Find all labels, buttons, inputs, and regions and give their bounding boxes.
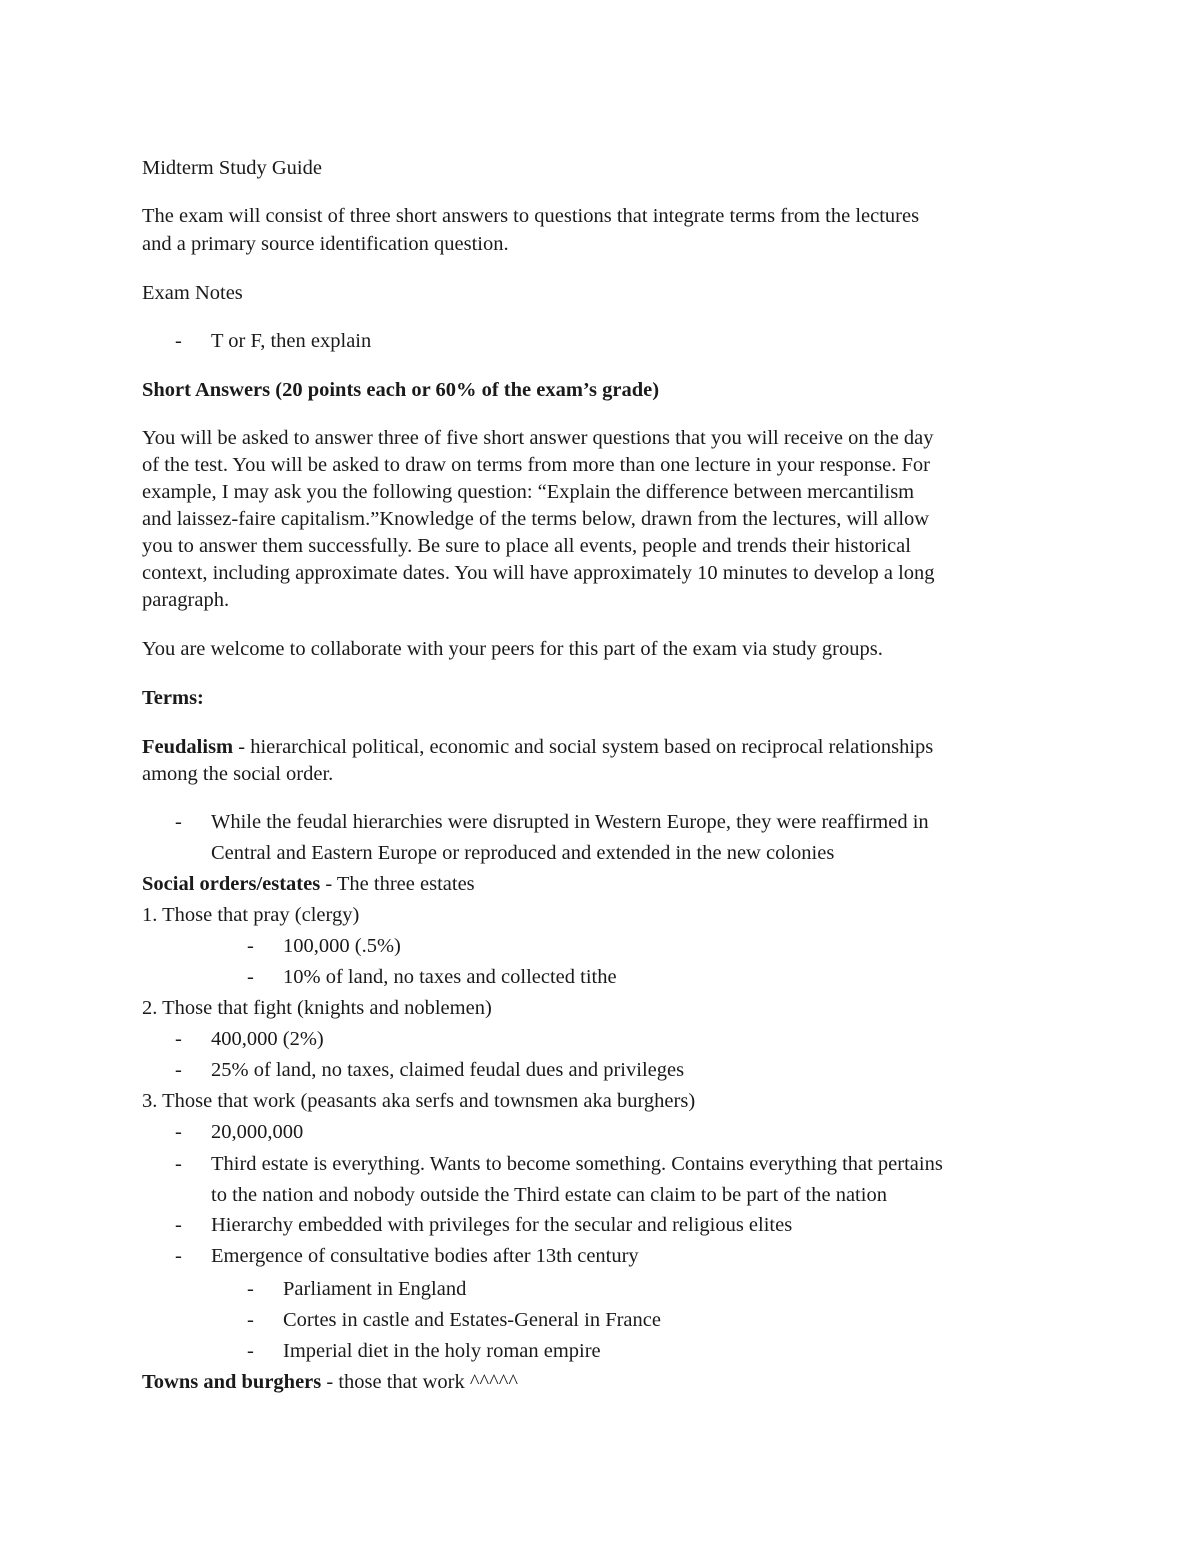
- list-dash: -: [175, 1121, 182, 1143]
- short-answers-line-2: of the test. You will be asked to draw on terms from more than one lecture in your response. For: [142, 454, 930, 476]
- exam-note-item: T or F, then explain: [211, 330, 372, 352]
- short-answers-line-7: paragraph.: [142, 589, 230, 611]
- estate-2-item: 25% of land, no taxes, claimed feudal dues and privileges: [211, 1059, 685, 1081]
- social-orders-definition: [142, 870, 475, 898]
- list-dash: -: [175, 1153, 182, 1175]
- social-orders-def: - The three estates: [320, 873, 475, 895]
- estate-3-subitem: Imperial diet in the holy roman empire: [283, 1340, 601, 1362]
- short-answers-line-4: and laissez-faire capitalism.”Knowledge of the terms below, drawn from the lectures, will allow: [142, 508, 930, 530]
- estate-3-subitem: Parliament in England: [283, 1278, 467, 1300]
- list-dash: -: [247, 935, 254, 957]
- list-dash: -: [247, 966, 254, 988]
- feudalism-note-line-1: While the feudal hierarchies were disrupted in Western Europe, they were reaffirmed in: [211, 811, 929, 833]
- feudalism-term: Feudalism: [142, 736, 234, 758]
- list-dash: -: [175, 1245, 182, 1267]
- exam-notes-heading: Exam Notes: [142, 282, 243, 304]
- short-answers-line-1: You will be asked to answer three of five short answer questions that you will receive on the day: [142, 427, 934, 449]
- intro-line-2: and a primary source identification question.: [142, 233, 509, 255]
- estate-2-label: 2. Those that fight (knights and noblemen): [142, 997, 492, 1019]
- list-dash: -: [175, 1059, 182, 1081]
- terms-heading: Terms:: [142, 687, 204, 709]
- short-answers-line-5: you to answer them successfully. Be sure to place all events, people and trends their historical: [142, 535, 911, 557]
- feudalism-note-line-2: Central and Eastern Europe or reproduced and extended in the new colonies: [211, 842, 835, 864]
- towns-definition: [142, 1368, 518, 1396]
- feudalism-def: - hierarchical political, economic and social system based on reciprocal relationships: [233, 736, 934, 758]
- short-answers-line-3: example, I may ask you the following question: “Explain the difference between mercantilism: [142, 481, 915, 503]
- estate-2-item: 400,000 (2%): [211, 1028, 324, 1050]
- list-dash: -: [247, 1278, 254, 1300]
- towns-term: Towns and burghers: [142, 1371, 322, 1393]
- feudalism-definition: [142, 733, 933, 761]
- social-orders-term: Social orders/estates: [142, 873, 321, 895]
- document-title: Midterm Study Guide: [142, 157, 322, 179]
- estate-3-item: Third estate is everything. Wants to become something. Contains everything that pertains: [211, 1153, 943, 1175]
- estate-3-label: 3. Those that work (peasants aka serfs and townsmen aka burghers): [142, 1090, 696, 1112]
- list-dash: -: [175, 1028, 182, 1050]
- collaborate-text: You are welcome to collaborate with your peers for this part of the exam via study groups.: [142, 638, 883, 660]
- estate-1-item: 10% of land, no taxes and collected tithe: [283, 966, 617, 988]
- estate-3-item: 20,000,000: [211, 1121, 304, 1143]
- estate-1-item: 100,000 (.5%): [283, 935, 401, 957]
- estate-3-item: Hierarchy embedded with privileges for the secular and religious elites: [211, 1214, 793, 1236]
- estate-3-subitem: Cortes in castle and Estates-General in France: [283, 1309, 661, 1331]
- short-answers-line-6: context, including approximate dates. You will have approximately 10 minutes to develop a long: [142, 562, 935, 584]
- estate-3-item: Emergence of consultative bodies after 13th century: [211, 1245, 639, 1267]
- list-dash: -: [175, 330, 182, 352]
- list-dash: -: [175, 811, 182, 833]
- short-answers-heading: Short Answers (20 points each or 60% of the exam’s grade): [142, 379, 660, 401]
- estate-1-label: 1. Those that pray (clergy): [142, 904, 360, 926]
- intro-line-1: The exam will consist of three short answers to questions that integrate terms from the lectures: [142, 205, 920, 227]
- towns-def: - those that work ^^^^^: [321, 1371, 518, 1393]
- list-dash: -: [175, 1214, 182, 1236]
- list-dash: -: [247, 1309, 254, 1331]
- feudalism-def-line-2: among the social order.: [142, 763, 334, 785]
- list-dash: -: [247, 1340, 254, 1362]
- estate-3-item: to the nation and nobody outside the Third estate can claim to be part of the nation: [211, 1184, 887, 1206]
